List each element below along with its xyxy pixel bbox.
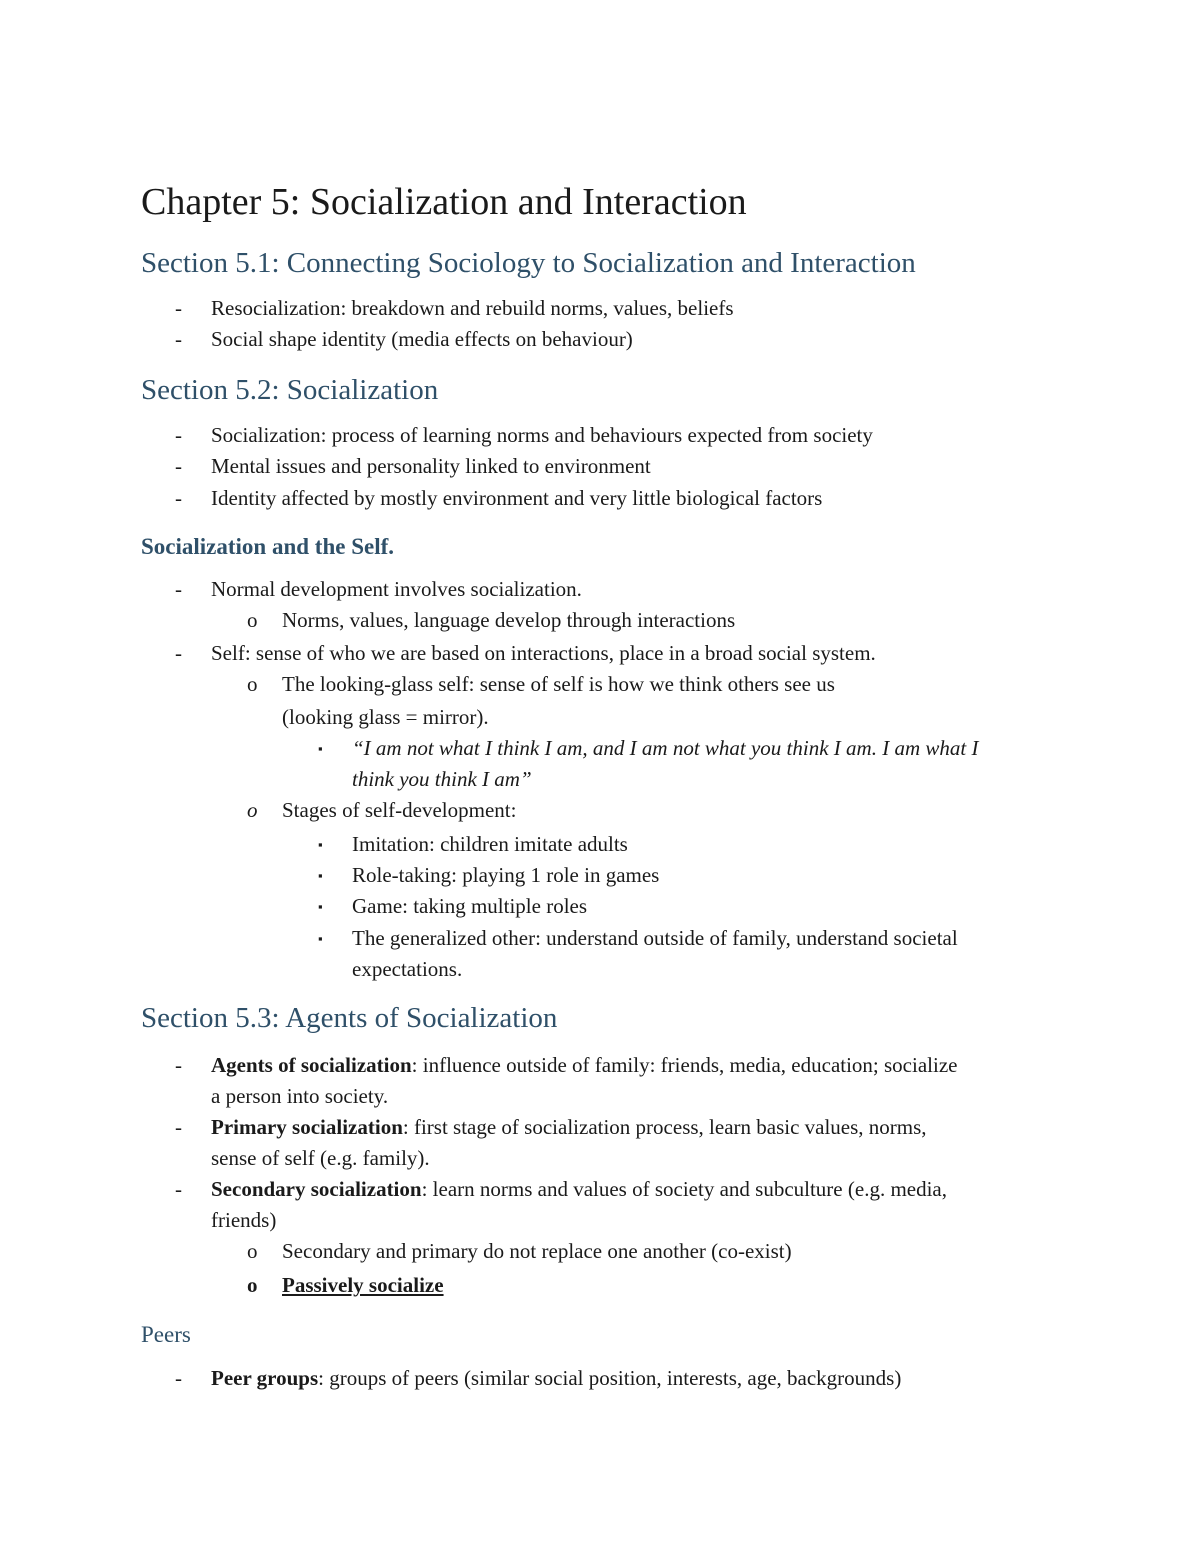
square-bullet: ▪	[318, 899, 323, 914]
dash-bullet: -	[175, 1366, 182, 1390]
list-item: Resocialization: breakdown and rebuild norms, values, beliefs	[211, 296, 734, 320]
list-item	[211, 1114, 927, 1140]
list-item: Mental issues and personality linked to environment	[211, 454, 651, 478]
circle-bullet: o	[247, 798, 258, 822]
list-item-continuation: friends)	[211, 1208, 277, 1232]
term: Agents of socialization	[211, 1053, 412, 1077]
list-item: Norms, values, language develop through interactions	[282, 608, 736, 632]
definition: : first stage of socialization process, learn basic values, norms,	[402, 1115, 927, 1139]
list-item	[211, 1052, 957, 1078]
dash-bullet: -	[175, 423, 182, 447]
square-bullet: ▪	[318, 741, 323, 756]
dash-bullet: -	[175, 454, 182, 478]
list-item-continuation: a person into society.	[211, 1084, 389, 1108]
dash-bullet: -	[175, 486, 182, 510]
dash-bullet: -	[175, 1053, 182, 1077]
circle-bullet: o	[247, 608, 258, 632]
list-item: Normal development involves socialization.	[211, 577, 582, 601]
list-item: The looking-glass self: sense of self is how we think others see us	[282, 672, 835, 696]
list-item: Social shape identity (media effects on behaviour)	[211, 327, 633, 351]
square-bullet: ▪	[318, 868, 323, 883]
dash-bullet: -	[175, 296, 182, 320]
square-bullet: ▪	[318, 837, 323, 852]
list-item-continuation: expectations.	[352, 957, 463, 981]
dash-bullet: -	[175, 1177, 182, 1201]
list-item-continuation: (looking glass = mirror).	[282, 705, 489, 729]
square-bullet: ▪	[318, 931, 323, 946]
list-item: Imitation: children imitate adults	[352, 832, 628, 856]
list-item-emphasis: Passively socialize	[282, 1273, 444, 1297]
chapter-title: Chapter 5: Socialization and Interaction	[141, 181, 747, 223]
list-item: Role-taking: playing 1 role in games	[352, 863, 660, 887]
list-item: Self: sense of who we are based on interactions, place in a broad social system.	[211, 641, 876, 665]
term: Secondary socialization	[211, 1177, 422, 1201]
dash-bullet: -	[175, 1115, 182, 1139]
circle-bullet: o	[247, 1273, 258, 1297]
list-item-continuation: sense of self (e.g. family).	[211, 1146, 430, 1170]
definition: : learn norms and values of society and subculture (e.g. media,	[421, 1177, 947, 1201]
list-item: Socialization: process of learning norms and behaviours expected from society	[211, 423, 873, 447]
section-5-3-heading: Section 5.3: Agents of Socialization	[141, 1002, 558, 1034]
self-subheading: Socialization and the Self.	[141, 534, 395, 559]
definition: : groups of peers (similar social position, interests, age, backgrounds)	[318, 1366, 902, 1390]
term: Peer groups	[211, 1366, 319, 1390]
quote-text: “I am not what I think I am, and I am not what you think I am. I am what I	[352, 736, 979, 760]
dash-bullet: -	[175, 641, 182, 665]
dash-bullet: -	[175, 327, 182, 351]
list-item: Stages of self-development:	[282, 798, 517, 822]
list-item: Game: taking multiple roles	[352, 894, 588, 918]
section-5-1-heading: Section 5.1: Connecting Sociology to Socialization and Interaction	[141, 247, 916, 279]
term: Primary socialization	[211, 1115, 403, 1139]
circle-bullet: o	[247, 1239, 258, 1263]
section-5-2-heading: Section 5.2: Socialization	[141, 374, 439, 406]
dash-bullet: -	[175, 577, 182, 601]
quote-text-continuation: think you think I am”	[352, 767, 532, 791]
definition: : influence outside of family: friends, media, education; socialize	[411, 1053, 958, 1077]
list-item: Secondary and primary do not replace one another (co-exist)	[282, 1239, 792, 1263]
list-item: Identity affected by mostly environment and very little biological factors	[211, 486, 823, 510]
list-item	[211, 1365, 901, 1391]
circle-bullet: o	[247, 672, 258, 696]
peers-subheading: Peers	[141, 1322, 191, 1347]
list-item	[211, 1176, 947, 1202]
list-item: The generalized other: understand outside of family, understand societal	[352, 926, 958, 950]
